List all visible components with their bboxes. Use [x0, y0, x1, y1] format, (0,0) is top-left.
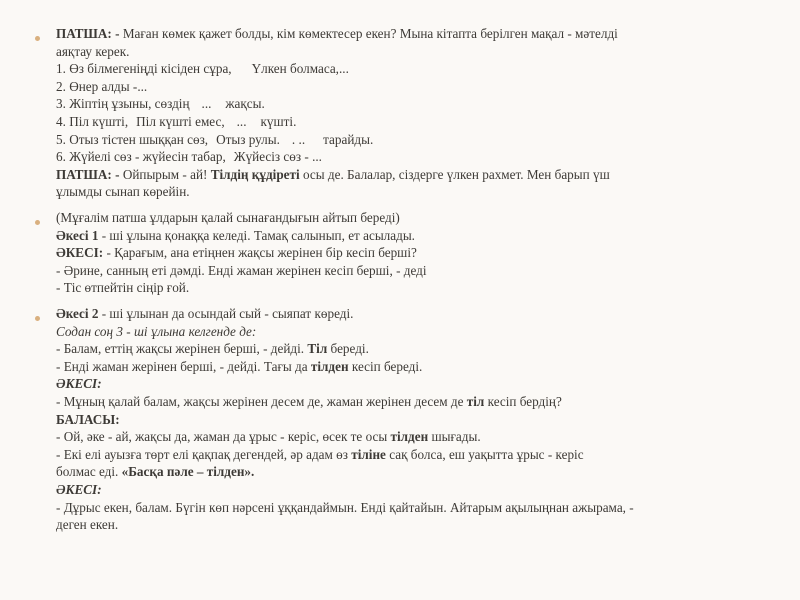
- text: - Балам, еттің жақсы жерінен берші, - дейді.: [56, 341, 305, 357]
- highlight: тіл: [466, 393, 485, 409]
- highlight: «Басқа пәле – тілден».: [121, 464, 255, 480]
- p1-line-7: [56, 131, 756, 149]
- text: - ші ұлына қонаққа келеді. Тамақ салынып, ет асылады.: [101, 227, 415, 243]
- p1-line-1: [56, 25, 756, 43]
- p1-line-10: ұлымды сынап көрейін.: [56, 184, 190, 200]
- p1-line-8: [56, 148, 756, 166]
- p3-line-4: [56, 358, 756, 376]
- highlight: тілден: [310, 358, 349, 374]
- text: осы де. Балалар, сіздерге үлкен рахмет. Мен барып үш: [302, 166, 610, 182]
- proverb-3-start: 3. Жіптің ұзыны, сөздің: [56, 96, 190, 112]
- proverb-5-blank: . ..: [291, 131, 306, 147]
- p3-line-1: [56, 305, 756, 323]
- proverb-6-b: Жүйесіз сөз - ...: [233, 149, 322, 165]
- text: Ойпырым - ай!: [122, 166, 208, 182]
- speaker-label: Әкесі 2: [56, 306, 99, 321]
- p2-line-4: - Әрине, санның еті дәмді. Енді жаман жерінен кесіп берші, - деді: [56, 262, 427, 278]
- text: - Енді жаман жерінен берші, - дейді. Тағы да: [56, 358, 308, 374]
- text: - Мұның қалай балам, жақсы жерінен десем де, жаман жерінен десем де: [56, 393, 464, 409]
- p1-line-5: [56, 95, 756, 113]
- bullet-1: [35, 36, 40, 41]
- text: кесіп бердің?: [487, 393, 562, 409]
- p3-line-10: [56, 463, 756, 481]
- speaker-label: ӘКЕСІ:: [56, 245, 104, 261]
- speaker-label: ПАТША: -: [56, 26, 120, 41]
- bullet-2: [35, 220, 40, 225]
- p3-line-13: деген екен.: [56, 517, 119, 533]
- proverb-6-a: 6. Жүйелі сөз - жүйесін табар,: [56, 149, 226, 165]
- p3-line-8: [56, 428, 756, 446]
- proverb-1-end: Үлкен болмаса,...: [251, 61, 349, 77]
- paragraph-2: [56, 209, 756, 297]
- paragraph-3: [56, 305, 756, 534]
- text: береді.: [330, 341, 369, 357]
- proverb-5-end: тарайды.: [323, 131, 374, 147]
- p2-line-5: - Тіс өтпейтін сіңір ғой.: [56, 280, 190, 296]
- proverb-5-a: 5. Отыз тістен шыққан сөз,: [56, 131, 209, 147]
- text: Маған көмек қажет болды, кім көмектесер екен? Мына кітапта берілген мақал - мәтелді: [122, 26, 618, 41]
- text: - Екі елі ауызға төрт елі қақпақ дегендей, әр адам өз: [56, 446, 348, 462]
- paragraph-1: [56, 25, 756, 201]
- p1-line-3: [56, 60, 756, 78]
- proverb-1-start: 1. Өз білмегеніңді кісіден сұра,: [56, 61, 232, 77]
- text: болмас еді.: [56, 464, 119, 480]
- proverb-4-b: Піл күшті емес,: [136, 113, 225, 129]
- p1-line-6: [56, 113, 756, 131]
- proverb-3-blank: ...: [201, 96, 212, 112]
- text: - Ой, әке - ай, жақсы да, жаман да ұрыс - керіс, өсек те осы: [56, 429, 388, 445]
- text: сақ болса, еш уақытта ұрыс - керіс: [389, 446, 584, 462]
- text: - Қарағым, ана етіңнен жақсы жерінен бір кесіп берші?: [106, 245, 417, 261]
- p3-line-9: [56, 446, 756, 464]
- p3-line-12: - Дұрыс екен, балам. Бүгін көп нәрсені ұққандаймын. Енді қайтайын. Айтарым ақылыңнан ажырама, -: [56, 499, 634, 515]
- p1-line-2: аяқтау керек.: [56, 43, 130, 59]
- p1-line-4: 2. Өнер алды -...: [56, 78, 148, 94]
- text: кесіп береді.: [351, 358, 423, 374]
- highlight: тіліне: [351, 446, 386, 462]
- highlight: тілден: [390, 429, 429, 445]
- p3-line-6: [56, 393, 756, 411]
- p3-line-5: ӘКЕСІ:: [56, 376, 102, 392]
- p3-line-2: Содан соң 3 - ші ұлына келгенде де:: [56, 323, 257, 339]
- text: - ші ұлынан да осындай сый - сыяпат көреді.: [101, 306, 354, 321]
- text: шығады.: [431, 429, 481, 445]
- proverb-4-a: 4. Піл күшті,: [56, 113, 129, 129]
- highlight: Тіл: [307, 341, 328, 357]
- speaker-label: Әкесі 1: [56, 227, 99, 243]
- speaker-label: ПАТША: -: [56, 166, 120, 182]
- bullet-3: [35, 316, 40, 321]
- p3-line-11: ӘКЕСІ:: [56, 481, 102, 497]
- p2-line-1: (Мұғалім патша ұлдарын қалай сынағандығын айтып береді): [56, 210, 400, 225]
- proverb-3-end: жақсы.: [225, 96, 265, 112]
- p1-line-9: [56, 166, 756, 184]
- proverb-4-end: күшті.: [260, 113, 297, 129]
- p3-line-3: [56, 340, 756, 358]
- proverb-4-blank: ...: [236, 113, 247, 129]
- p2-line-2: [56, 227, 756, 245]
- p2-line-3: [56, 244, 756, 262]
- p3-line-7: БАЛАСЫ:: [56, 411, 120, 427]
- highlight: Тілдің құдіреті: [210, 166, 300, 182]
- proverb-5-b: Отыз рулы.: [216, 131, 280, 147]
